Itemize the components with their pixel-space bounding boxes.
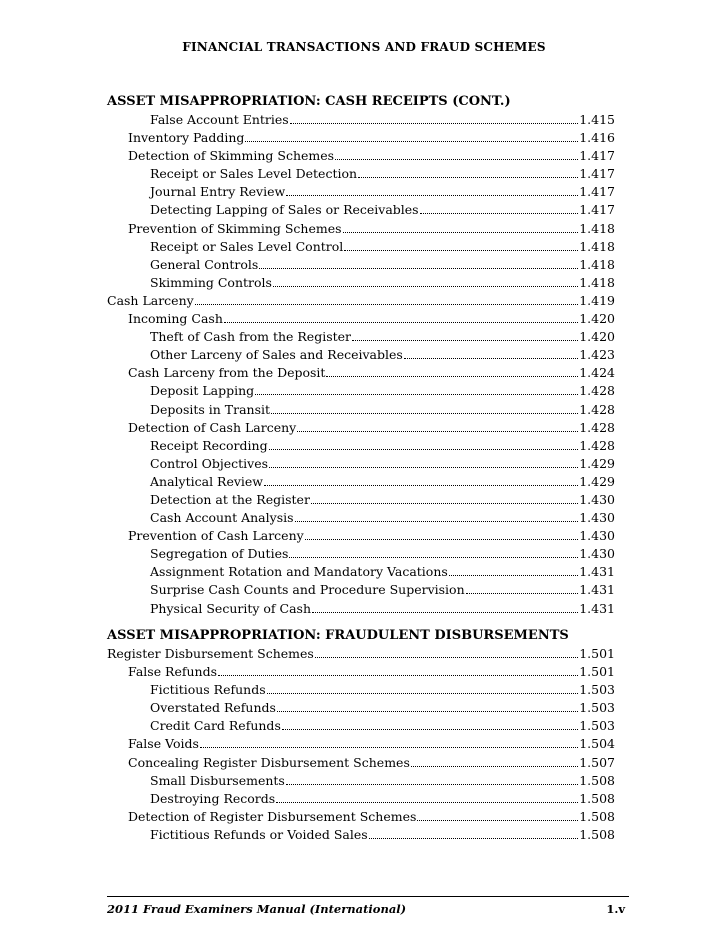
toc-entry-page: 1.428 — [579, 401, 615, 417]
toc-entry-title: Control Objectives — [150, 455, 269, 471]
toc-entry[interactable] — [107, 310, 615, 328]
toc-entry-title: Concealing Register Disbursement Schemes — [128, 754, 410, 770]
toc-entry-title: Physical Security of Cash — [150, 600, 312, 616]
toc-entry-title: Theft of Cash from the Register — [150, 329, 352, 345]
toc-entry[interactable] — [107, 699, 615, 717]
dot-leader — [290, 113, 579, 124]
toc-entry[interactable] — [107, 419, 615, 437]
toc-entry-title: Deposit Lapping — [150, 383, 255, 399]
dot-leader — [311, 493, 578, 504]
toc-entry-title: Destroying Records — [150, 790, 276, 806]
dot-leader — [343, 222, 579, 233]
toc-entry-page: 1.417 — [579, 184, 615, 200]
toc-entry[interactable] — [107, 455, 615, 473]
toc-entry[interactable] — [107, 754, 615, 772]
toc-entry-page: 1.431 — [579, 600, 615, 616]
toc-entry-title: Detection at the Register — [150, 491, 310, 507]
toc-entry-title: Incoming Cash — [128, 311, 223, 327]
toc-entry-page: 1.429 — [579, 455, 615, 471]
dot-leader — [282, 719, 578, 730]
toc-entry-title: Register Disbursement Schemes — [107, 646, 314, 661]
footer-divider — [107, 896, 629, 897]
toc-entry[interactable] — [107, 663, 615, 681]
toc-entry-title: Detection of Skimming Schemes — [128, 148, 335, 164]
toc-entry-page: 1.503 — [579, 718, 615, 734]
toc-entry-page: 1.507 — [579, 754, 615, 770]
toc-entry[interactable] — [107, 581, 615, 599]
toc-entry[interactable] — [107, 826, 615, 844]
dot-leader — [245, 131, 578, 142]
toc-entry-page: 1.503 — [579, 700, 615, 716]
dot-leader — [411, 756, 578, 767]
toc-entry[interactable] — [107, 681, 615, 699]
dot-leader — [352, 330, 578, 341]
toc-entry-page: 1.501 — [579, 646, 615, 661]
toc-entry[interactable] — [107, 735, 615, 753]
toc-entry[interactable] — [107, 509, 615, 527]
toc-entry-title: Receipt or Sales Level Control — [150, 238, 344, 254]
dot-leader — [259, 258, 578, 269]
toc-entry-page: 1.431 — [579, 564, 615, 580]
toc-entry-page: 1.416 — [579, 130, 615, 146]
toc-entry-page: 1.430 — [579, 491, 615, 507]
toc-entry-title: Segregation of Duties — [150, 546, 289, 562]
toc-entry-page: 1.431 — [579, 582, 615, 598]
toc-entry-title: Cash Larceny from the Deposit — [128, 365, 326, 381]
dot-leader — [305, 529, 579, 540]
toc-entry[interactable] — [107, 772, 615, 790]
dot-leader — [271, 403, 578, 414]
toc-entry-title: Cash Larceny — [107, 292, 194, 308]
toc-entry[interactable] — [107, 645, 615, 663]
dot-leader — [295, 511, 579, 522]
footer-page-number: 1.v — [606, 902, 625, 916]
toc-entry[interactable] — [107, 364, 615, 382]
toc-entry[interactable] — [107, 292, 615, 310]
toc-entry[interactable] — [107, 220, 615, 238]
toc-entry-title: Receipt or Sales Level Detection — [150, 166, 358, 182]
dot-leader — [369, 828, 579, 839]
toc-entry-page: 1.418 — [579, 220, 615, 236]
toc-entry-page: 1.508 — [579, 826, 615, 842]
toc-entry-page: 1.508 — [579, 808, 615, 824]
toc-entry[interactable] — [107, 437, 615, 455]
dot-leader — [269, 457, 578, 468]
toc-entry-title: False Refunds — [128, 664, 218, 680]
dot-leader — [224, 312, 578, 323]
dot-leader — [273, 276, 578, 287]
toc-section-cash-receipts — [107, 93, 615, 618]
footer-manual-title: 2011 Fraud Examiners Manual (International) — [107, 902, 407, 916]
toc-entry-title: False Voids — [128, 736, 199, 752]
toc-entry-title: Fictitious Refunds — [150, 682, 266, 698]
toc-entry-title: Detecting Lapping of Sales or Receivables — [150, 202, 419, 218]
dot-leader — [326, 366, 578, 377]
toc-entry-title: Receipt Recording — [150, 437, 268, 453]
toc-entry[interactable] — [107, 790, 615, 808]
toc-entry-page: 1.423 — [579, 347, 615, 363]
toc-entry-page: 1.501 — [579, 664, 615, 680]
dot-leader — [200, 737, 578, 748]
toc-entry-title: Journal Entry Review — [150, 184, 286, 200]
toc-entry[interactable] — [107, 274, 615, 292]
dot-leader — [264, 475, 578, 486]
dot-leader — [466, 583, 579, 594]
toc-entry-title: Credit Card Refunds — [150, 718, 281, 734]
toc-entry-page: 1.428 — [579, 383, 615, 399]
dot-leader — [276, 792, 578, 803]
toc-entry-title: Prevention of Cash Larceny — [128, 528, 304, 544]
toc-entry[interactable] — [107, 147, 615, 165]
toc-entry-title: General Controls — [150, 256, 259, 272]
dot-leader — [420, 203, 579, 214]
toc-entry-title: Deposits in Transit — [150, 401, 271, 417]
toc-entry[interactable] — [107, 600, 615, 618]
toc-entry-page: 1.508 — [579, 772, 615, 788]
toc-entry-title: False Account Entries — [150, 112, 289, 127]
toc-entry[interactable] — [107, 183, 615, 201]
toc-entry-title: Fictitious Refunds or Voided Sales — [150, 826, 368, 842]
dot-leader — [335, 149, 578, 160]
toc-entry[interactable] — [107, 238, 615, 256]
toc-entry-page: 1.508 — [579, 790, 615, 806]
toc-entry-page: 1.420 — [579, 329, 615, 345]
toc-entry-page: 1.418 — [579, 274, 615, 290]
toc-entry-title: Overstated Refunds — [150, 700, 276, 716]
toc-entry-title: Other Larceny of Sales and Receivables — [150, 347, 403, 363]
toc-entry[interactable] — [107, 201, 615, 219]
dot-leader — [289, 547, 578, 558]
dot-leader — [358, 167, 578, 178]
dot-leader — [344, 240, 578, 251]
toc-entry-page: 1.420 — [579, 311, 615, 327]
toc-entry-title: Detection of Register Disbursement Schemes — [128, 808, 417, 824]
toc-entry[interactable] — [107, 129, 615, 147]
dot-leader — [267, 683, 579, 694]
toc-entry[interactable] — [107, 256, 615, 274]
toc-entry-page: 1.428 — [579, 437, 615, 453]
dot-leader — [277, 701, 578, 712]
toc-entry-page: 1.418 — [579, 256, 615, 272]
dot-leader — [218, 665, 578, 676]
toc-entry[interactable] — [107, 382, 615, 400]
section-heading: ASSET MISAPPROPRIATION: CASH RECEIPTS (CONT.) — [107, 94, 511, 109]
section-heading: ASSET MISAPPROPRIATION: FRAUDULENT DISBURSEMENTS — [107, 628, 569, 643]
toc-entry[interactable] — [107, 563, 615, 581]
dot-leader — [286, 185, 578, 196]
toc-entry-page: 1.417 — [579, 202, 615, 218]
toc-entry-title: Inventory Padding — [128, 130, 245, 146]
dot-leader — [269, 439, 579, 450]
toc-entry-page: 1.430 — [579, 510, 615, 526]
toc-entry-page: 1.428 — [579, 419, 615, 435]
toc-entry-title: Surprise Cash Counts and Procedure Supervision — [150, 582, 465, 598]
dot-leader — [286, 774, 578, 785]
toc-entry[interactable] — [107, 808, 615, 826]
toc-entry-page: 1.503 — [579, 682, 615, 698]
dot-leader — [312, 602, 578, 613]
toc-entry[interactable] — [107, 328, 615, 346]
dot-leader — [315, 647, 578, 658]
toc-entry-page: 1.415 — [579, 112, 615, 127]
toc-entry[interactable] — [107, 111, 615, 129]
toc-entry[interactable] — [107, 717, 615, 735]
toc-entry-page: 1.417 — [579, 148, 615, 164]
dot-leader — [195, 294, 579, 305]
toc-entry[interactable] — [107, 401, 615, 419]
dot-leader — [404, 348, 578, 359]
toc-entry-title: Detection of Cash Larceny — [128, 419, 297, 435]
toc-entry-title: Assignment Rotation and Mandatory Vacations — [150, 564, 448, 580]
toc-entry-title: Small Disbursements — [150, 772, 285, 788]
toc-section-fraudulent-disbursements — [107, 627, 615, 844]
toc-entry-title: Skimming Controls — [150, 274, 272, 290]
dot-leader — [417, 810, 578, 821]
dot-leader — [449, 565, 578, 576]
toc-entry[interactable] — [107, 473, 615, 491]
dot-leader — [297, 421, 578, 432]
toc-entry-page: 1.429 — [579, 473, 615, 489]
toc-entry[interactable] — [107, 527, 615, 545]
toc-entry-page: 1.417 — [579, 166, 615, 182]
toc-entry-page: 1.418 — [579, 238, 615, 254]
toc-entry-page: 1.430 — [579, 546, 615, 562]
toc-entry[interactable] — [107, 491, 615, 509]
toc-entry-page: 1.430 — [579, 528, 615, 544]
toc-entry-title: Analytical Review — [150, 473, 264, 489]
toc-entry-page: 1.419 — [579, 292, 615, 308]
toc-entry-title: Prevention of Skimming Schemes — [128, 220, 342, 236]
dot-leader — [255, 384, 578, 395]
toc-entry[interactable] — [107, 165, 615, 183]
toc-entry-page: 1.424 — [579, 365, 615, 381]
toc-entry-title: Cash Account Analysis — [150, 510, 294, 526]
toc-entry[interactable] — [107, 346, 615, 364]
page-title: FINANCIAL TRANSACTIONS AND FRAUD SCHEMES — [182, 40, 546, 54]
toc-entry-page: 1.504 — [579, 736, 615, 752]
toc-entry[interactable] — [107, 545, 615, 563]
